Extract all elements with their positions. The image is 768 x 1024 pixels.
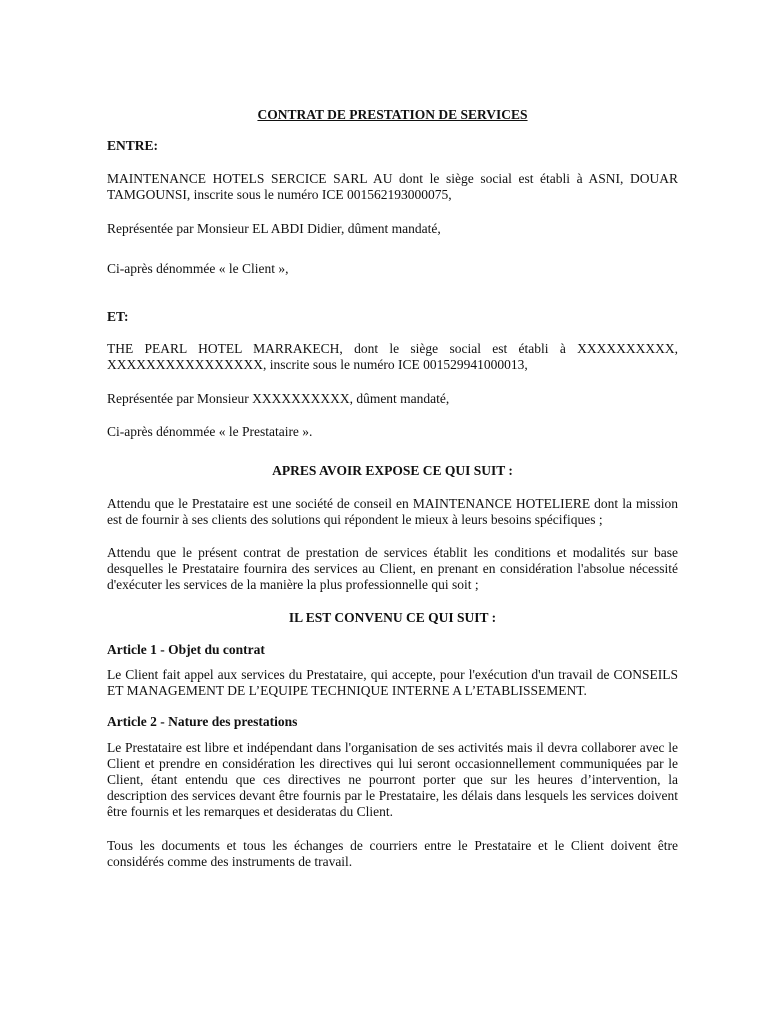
client-representative: Représentée par Monsieur EL ABDI Didier, dûment mandaté, (107, 221, 441, 236)
client-paragraph: MAINTENANCE HOTELS SERCICE SARL AU dont le siège social est établi à ASNI, DOUAR TAMGOUNSI, inscrite sous le numéro ICE 001562193000075, (107, 171, 678, 202)
article-1-text: Le Client fait appel aux services du Prestataire, qui accepte, pour l'exécution d'un travail de CONSEILS ET MANAGEMENT DE L’EQUIPE TECHNIQUE INTERNE A L’ETABLISSEMENT. (107, 667, 678, 698)
article-2-text-2: Tous les documents et tous les échanges de courriers entre le Prestataire et le Client doivent être considérés comme des instruments de travail. (107, 838, 678, 869)
client-denomination: Ci-après dénommée « le Client », (107, 261, 289, 276)
prestataire-denomination: Ci-après dénommée « le Prestataire ». (107, 424, 313, 439)
prestataire-representative: Représentée par Monsieur XXXXXXXXXX, dûment mandaté, (107, 391, 450, 406)
article-2-text: Le Prestataire est libre et indépendant dans l'organisation de ses activités mais il devra collaborer avec le Client et prendre en considération les directives qui lui seront occasionnellement communiquées par le Client, étant entendu que ces directives ne pourront porter que sur les heures d’intervention, la description des services devant être fournis par le Prestataire, les délais dans lesquels les services doivent être fournis et les remarques et desideratas du Client. (107, 740, 678, 819)
attendu-paragraph-2: Attendu que le présent contrat de prestation de services établit les conditions et modalités sur base desquelles le Prestataire fournira des services au Client, en prenant en considération l'absolue nécessité d'exécuter les services de la manière la plus professionnelle qui soit ; (107, 545, 678, 592)
attendu-paragraph-1: Attendu que le Prestataire est une société de conseil en MAINTENANCE HOTELIERE dont la mission est de fournir à ses clients des solutions qui répondent le mieux à leurs besoins spécifiques ; (107, 496, 678, 527)
entre-label: ENTRE: (107, 138, 159, 153)
prestataire-paragraph: THE PEARL HOTEL MARRAKECH, dont le siège social est établi à XXXXXXXXXX, XXXXXXXXXXXXXXXX, inscrite sous le numéro ICE 001529941000013, (107, 341, 678, 372)
contract-title: CONTRAT DE PRESTATION DE SERVICES (257, 107, 528, 122)
et-label: ET: (107, 309, 129, 324)
article-1-title: Article 1 - Objet du contrat (107, 642, 265, 657)
article-2-title: Article 2 - Nature des prestations (107, 714, 298, 729)
heading-expose: APRES AVOIR EXPOSE CE QUI SUIT : (272, 463, 513, 478)
heading-convenu: IL EST CONVENU CE QUI SUIT : (288, 610, 497, 625)
